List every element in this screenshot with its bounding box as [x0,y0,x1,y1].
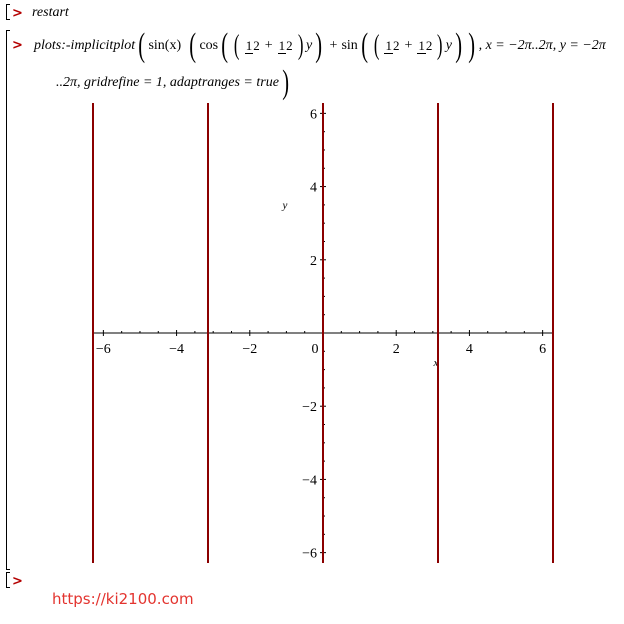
fraction-one-half: 12 [385,37,400,53]
y-tick-label: −6 [302,546,317,562]
variable-y: y [445,38,452,53]
cos-function: cos [199,38,219,53]
x-tick-label: −6 [95,342,111,357]
close-paren: ) [437,30,443,61]
range-arguments: , x = −2π..2π, y = −2π [478,38,606,53]
x-tick-label: 6 [539,342,547,357]
y-tick-label: −4 [302,473,317,489]
open-paren: ( [373,30,380,61]
sin-x-term: sin(x) [148,38,182,53]
y-tick-label: 2 [310,253,317,269]
open-paren: ( [221,27,229,64]
variable-y: y [306,38,313,53]
restart-command[interactable]: restart [32,5,69,20]
prompt-glyph[interactable]: > [12,574,23,589]
continuation-text: ..2π, gridrefine = 1, adaptranges = true [56,75,279,90]
open-paren: ( [361,27,368,64]
open-paren: ( [138,27,146,64]
y-tick-label: 4 [310,180,317,196]
sin-function: sin [341,38,358,53]
x-axis-label: x [433,357,439,369]
website-link[interactable]: https://ki2100.com [52,590,194,608]
x-tick-label: 0 [311,342,319,357]
fraction-one-half: 12 [278,37,293,53]
y-axis-label: y [282,199,288,212]
prompt-glyph: > [12,38,23,53]
fraction-one-half: 12 [245,37,260,53]
x-tick-label: 4 [465,342,473,357]
prompt-glyph: > [12,6,23,21]
close-paren: ) [297,30,304,61]
x-tick-label: −4 [169,342,185,357]
x-tick-label: −2 [242,342,258,357]
close-paren: ) [455,27,462,64]
open-paren: ( [189,27,197,64]
command-prefix: plots:-implicitplot [34,38,136,53]
x-tick-label: 2 [392,342,400,357]
open-paren: ( [234,30,240,61]
close-paren: ) [468,27,476,64]
fraction-one-half: 12 [418,37,433,53]
plus-sign: + [264,38,273,53]
y-tick-label: 6 [310,107,317,123]
plus-sign: + [404,38,413,53]
y-tick-label: −2 [302,400,317,416]
close-paren: ) [315,27,323,64]
plus-sign: + [329,38,338,53]
close-paren: ) [282,64,289,101]
